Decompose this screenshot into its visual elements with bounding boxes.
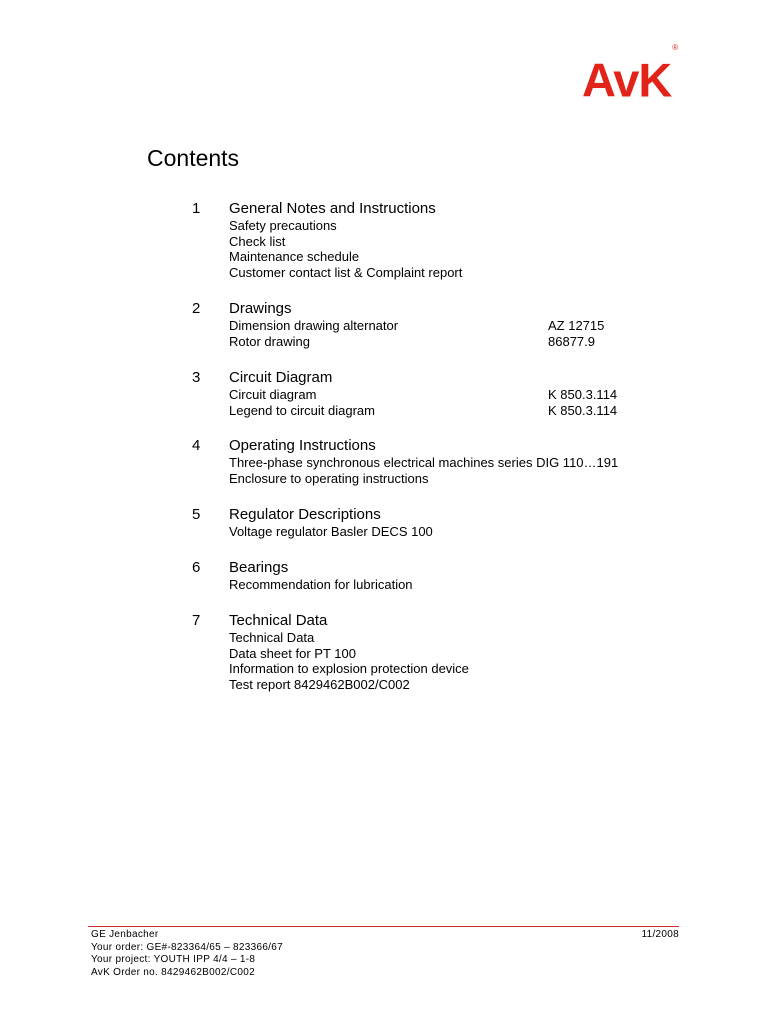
toc-item-label: Three-phase synchronous electrical machines series DIG 110…191 — [229, 455, 619, 470]
section-title: General Notes and Instructions — [229, 200, 436, 217]
toc-item — [0, 646, 768, 662]
section-heading — [0, 505, 768, 524]
section-number: 4 — [192, 437, 201, 454]
footer-project: Your project: YOUTH IPP 4/4 – 1-8 — [91, 954, 256, 965]
section-title: Circuit Diagram — [229, 369, 333, 386]
toc-item-reference: K 850.3.114 — [548, 402, 618, 418]
toc-section — [0, 199, 768, 280]
toc-item — [0, 630, 768, 646]
toc-item — [0, 677, 768, 693]
toc-item-label: Rotor drawing — [229, 333, 310, 349]
toc-item — [0, 387, 768, 403]
footer-avk-order: AvK Order no. 8429462B002/C002 — [91, 966, 255, 978]
logo-text: AvK — [582, 53, 672, 107]
toc-item — [0, 249, 768, 265]
section-number: 7 — [192, 612, 201, 629]
footer-order: Your order: GE#-823364/65 – 823366/67 — [91, 941, 283, 953]
toc-item — [0, 218, 768, 234]
section-heading — [0, 558, 768, 577]
toc-item-label: Data sheet for PT 100 — [229, 645, 356, 661]
section-title: Drawings — [229, 300, 292, 317]
footer-divider — [88, 926, 679, 927]
section-number: 1 — [192, 200, 201, 217]
section-number: 2 — [192, 300, 201, 317]
section-title: Technical Data — [229, 612, 328, 629]
registered-mark: ® — [672, 43, 678, 52]
avk-logo — [582, 43, 678, 107]
toc-section — [0, 611, 768, 692]
section-number: 6 — [192, 559, 201, 576]
toc-item-label: Dimension drawing alternator — [229, 318, 399, 333]
toc-item — [0, 455, 768, 471]
toc-item-label: Safety precautions — [229, 218, 337, 233]
section-heading — [0, 199, 768, 218]
toc-item-label: Check list — [229, 233, 286, 249]
toc-item-reference: 86877.9 — [548, 333, 595, 349]
toc-item — [0, 661, 768, 677]
footer-company: GE Jenbacher — [91, 929, 159, 940]
toc-section — [0, 436, 768, 486]
section-heading — [0, 299, 768, 318]
toc-item-label: Test report 8429462B002/C002 — [229, 676, 410, 692]
toc-section — [0, 299, 768, 349]
toc-item-reference: K 850.3.114 — [548, 387, 618, 402]
toc-item — [0, 403, 768, 419]
toc-item — [0, 577, 768, 593]
page-title: Contents — [147, 145, 240, 171]
toc-section — [0, 368, 768, 418]
footer-date: 11/2008 — [641, 929, 679, 940]
toc-item-label: Circuit diagram — [229, 387, 317, 402]
toc-item — [0, 524, 768, 540]
toc-item-label: Maintenance schedule — [229, 249, 360, 264]
toc-item-label: Information to explosion protection device — [229, 661, 469, 676]
toc-section — [0, 505, 768, 540]
section-heading — [0, 436, 768, 455]
toc-section — [0, 558, 768, 593]
toc-item-label: Voltage regulator Basler DECS 100 — [229, 524, 433, 539]
toc-item — [0, 234, 768, 250]
toc-item-reference: AZ 12715 — [548, 318, 605, 333]
section-number: 5 — [192, 506, 201, 523]
section-title: Regulator Descriptions — [229, 506, 381, 523]
toc-item-label: Customer contact list & Complaint report — [229, 264, 463, 280]
section-title: Operating Instructions — [229, 437, 376, 454]
section-heading — [0, 611, 768, 630]
section-number: 3 — [192, 369, 201, 386]
toc-item — [0, 265, 768, 281]
toc-item — [0, 334, 768, 350]
toc-item-label: Enclosure to operating instructions — [229, 470, 429, 486]
toc-item-label: Technical Data — [229, 630, 315, 645]
toc-item — [0, 318, 768, 334]
toc-item — [0, 471, 768, 487]
section-heading — [0, 368, 768, 387]
toc-item-label: Legend to circuit diagram — [229, 402, 375, 418]
section-title: Bearings — [229, 559, 289, 576]
footer — [91, 929, 679, 979]
toc-item-label: Recommendation for lubrication — [229, 577, 413, 592]
